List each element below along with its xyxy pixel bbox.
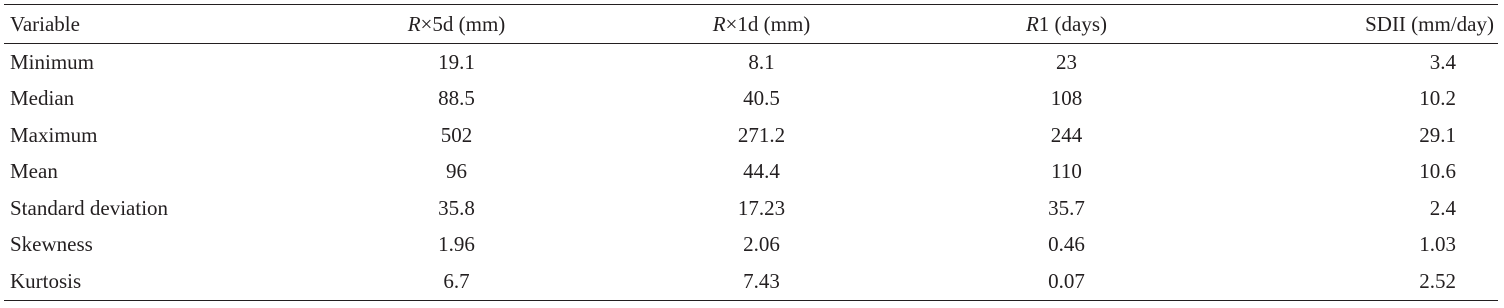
cell-value: 502 [440, 122, 473, 147]
header-row [4, 5, 1498, 44]
cell-value: 8.1 [748, 49, 775, 74]
cell-value: 7.43 [609, 263, 914, 300]
cell-value: 35.7 [1048, 195, 1085, 220]
cell-value: 29.1 [1419, 122, 1456, 147]
cell-value: 40.5 [743, 86, 780, 111]
table-header [4, 5, 1498, 44]
header-rx5d: R×5d (mm) [304, 5, 609, 44]
cell-value: 23 [1056, 49, 1077, 74]
cell-value: 1.03 [1419, 232, 1456, 257]
table-row [4, 117, 1498, 154]
cell-value: 44.4 [743, 159, 780, 184]
cell-value: 271.2 [737, 122, 786, 147]
cell-value: 2.06 [743, 232, 780, 257]
table-row [4, 227, 1498, 264]
cell-value: 2.52 [1219, 263, 1498, 300]
cell-value: 10.2 [1419, 86, 1456, 111]
header-sdii: SDII (mm/day) [1219, 5, 1498, 44]
cell-value: 88.5 [438, 86, 475, 111]
cell-value: 35.8 [438, 195, 475, 220]
row-label: Mean [10, 159, 58, 184]
row-label: Standard deviation [10, 195, 169, 220]
table-row [4, 263, 1498, 300]
cell-value: 96 [446, 159, 467, 184]
header-rx1d: R×1d (mm) [609, 5, 914, 44]
cell-value: 6.7 [304, 263, 609, 300]
row-label: Skewness [10, 232, 93, 257]
table-body [4, 44, 1498, 301]
row-label: Median [10, 86, 75, 111]
cell-value: 17.23 [737, 195, 786, 220]
cell-value: 19.1 [438, 49, 475, 74]
row-label: Maximum [10, 122, 98, 147]
table-row [4, 190, 1498, 227]
cell-value: 10.6 [1419, 159, 1456, 184]
cell-value: 110 [1051, 159, 1082, 184]
cell-value: 244 [1050, 122, 1083, 147]
header-r1: R1 (days) [914, 5, 1219, 44]
table-row [4, 44, 1498, 81]
header-variable: Variable [4, 5, 304, 44]
table-row [4, 154, 1498, 191]
row-label: Minimum [10, 49, 95, 74]
cell-value: 108 [1050, 86, 1083, 111]
cell-value: 1.96 [438, 232, 475, 257]
cell-value: 0.07 [914, 263, 1219, 300]
cell-value: 3.4 [1429, 49, 1456, 74]
cell-value: 0.46 [1048, 232, 1085, 257]
table-row [4, 81, 1498, 118]
row-label: Kurtosis [4, 263, 304, 300]
statistics-table [4, 4, 1498, 301]
cell-value: 2.4 [1429, 195, 1456, 220]
